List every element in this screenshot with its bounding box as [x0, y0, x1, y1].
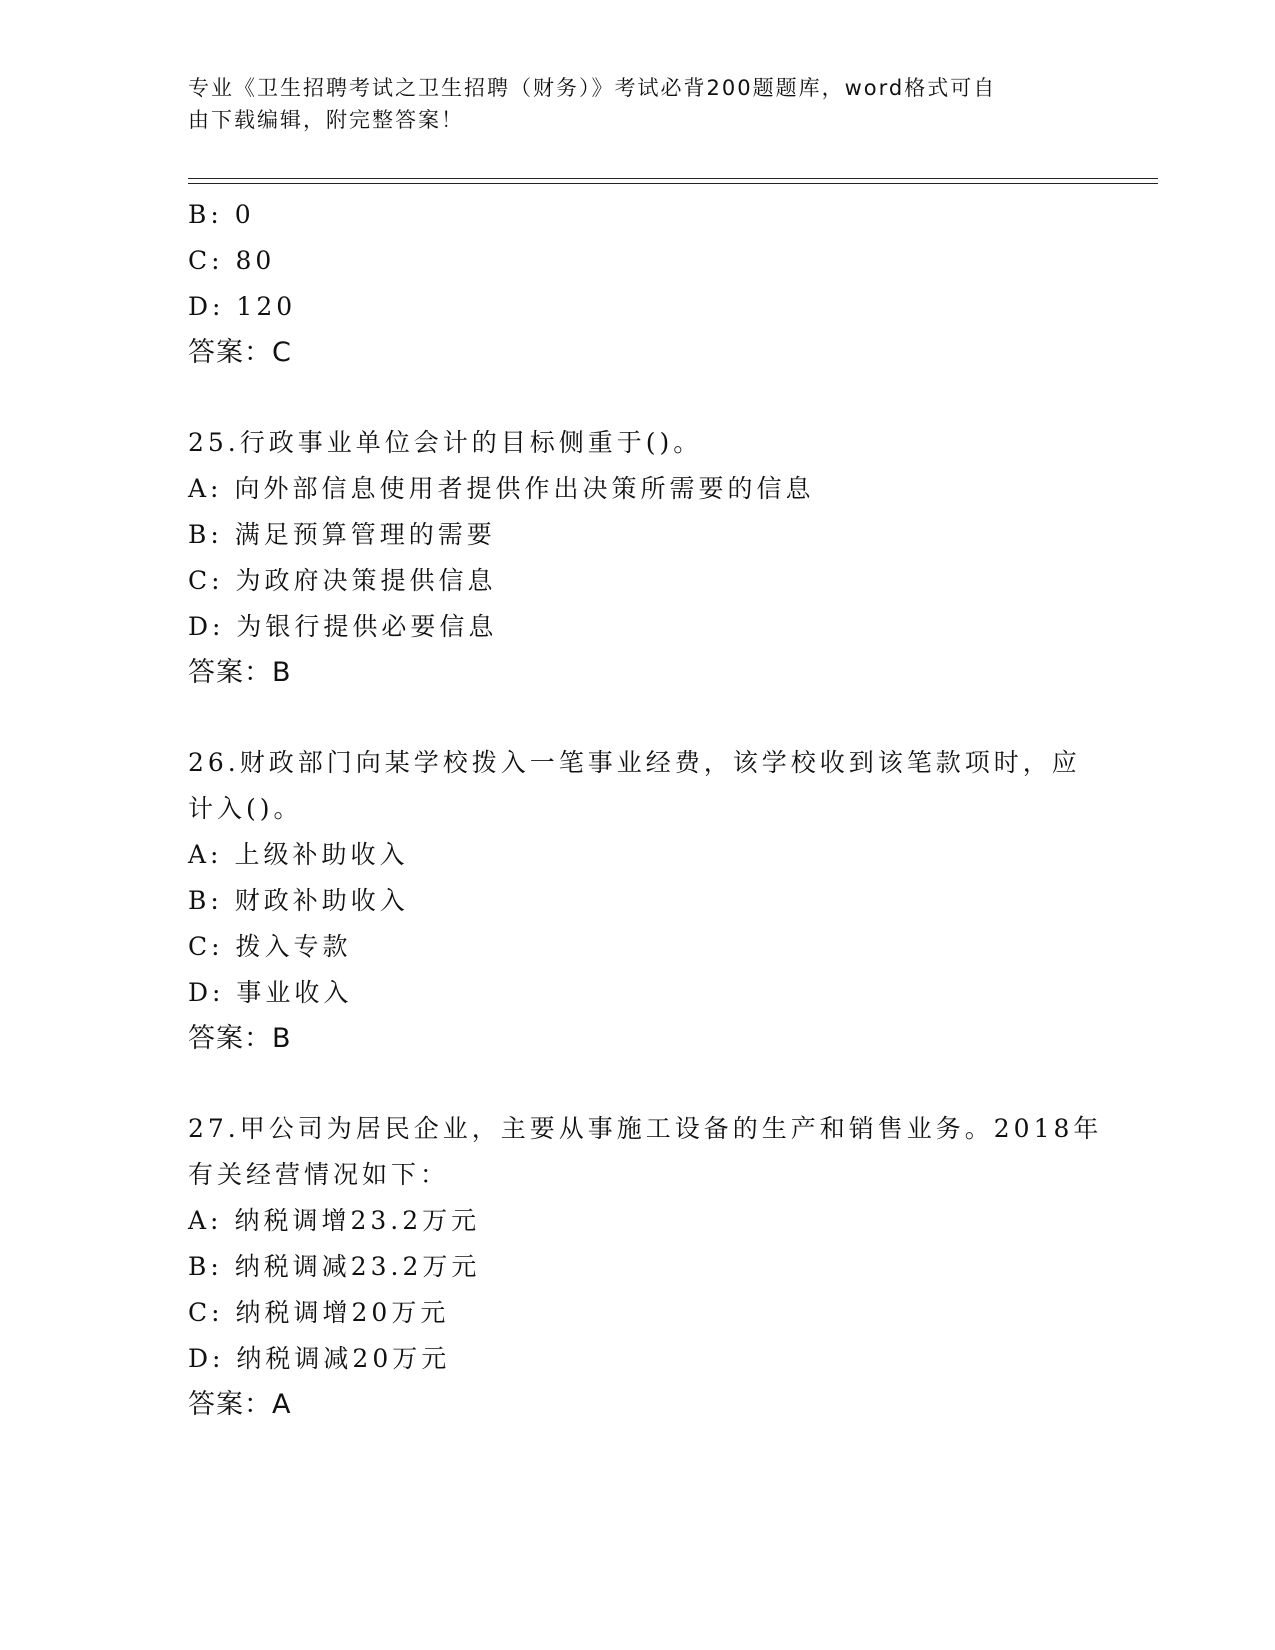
option-c	[188, 1290, 1088, 1336]
answer-line: 答案：B	[188, 657, 292, 688]
question-stem-line-1: 27.甲公司为居民企业，主要从事施工设备的生产和销售业务。2018年	[188, 1114, 1103, 1143]
option-label: D:	[188, 1344, 225, 1373]
option-text: 120	[236, 292, 297, 321]
question-stem-line-2: 有关经营情况如下：	[188, 1160, 450, 1189]
option-text: 拨入专款	[235, 932, 352, 961]
option-label: B:	[188, 520, 223, 549]
option-text: 向外部信息使用者提供作出决策所需要的信息	[234, 474, 815, 503]
option-c	[188, 924, 1088, 970]
option-text: 为银行提供必要信息	[236, 612, 498, 641]
question-27	[188, 1106, 1103, 1428]
option-list	[188, 466, 1088, 650]
option-text: 为政府决策提供信息	[235, 566, 497, 595]
answer-line: 答案：A	[188, 1389, 292, 1420]
option-text: 财政补助收入	[234, 886, 409, 915]
option-text: 0	[234, 200, 255, 229]
option-list	[188, 1198, 1088, 1382]
header-line-2: 由下载编辑，附完整答案！	[188, 108, 464, 132]
option-c	[188, 238, 1088, 284]
question-25	[188, 420, 1088, 696]
option-b	[188, 1244, 1088, 1290]
question-stem-line-1: 26.财政部门向某学校拨入一笔事业经费，该学校收到该笔款项时，应	[188, 748, 1081, 777]
option-text: 80	[235, 246, 276, 275]
option-list	[188, 192, 1088, 330]
option-a	[188, 466, 1088, 512]
option-b	[188, 878, 1088, 924]
option-list	[188, 832, 1088, 1016]
option-text: 纳税调增23.2万元	[234, 1206, 481, 1235]
option-text: 事业收入	[236, 978, 353, 1007]
option-label: B:	[188, 886, 223, 915]
option-d	[188, 1336, 1088, 1382]
question-stem: 25.行政事业单位会计的目标侧重于()。	[188, 428, 703, 457]
option-label: D:	[188, 292, 225, 321]
option-text: 纳税调增20万元	[235, 1298, 450, 1327]
option-label: C:	[188, 1298, 224, 1327]
question-content	[188, 192, 1103, 1428]
option-label: D:	[188, 978, 225, 1007]
header-rule-bottom	[188, 183, 1158, 184]
option-a	[188, 1198, 1088, 1244]
question-partial	[188, 192, 1088, 376]
question-26	[188, 740, 1088, 1062]
option-d	[188, 284, 1088, 330]
option-d	[188, 970, 1088, 1016]
option-label: A:	[188, 474, 223, 503]
option-b	[188, 512, 1088, 558]
answer-line: 答案：B	[188, 1023, 292, 1054]
option-text: 满足预算管理的需要	[234, 520, 496, 549]
header-line-1: 专业《卫生招聘考试之卫生招聘（财务）》考试必背200题题库，word格式可自	[188, 76, 997, 100]
option-label: A:	[188, 840, 223, 869]
option-label: C:	[188, 246, 224, 275]
option-label: B:	[188, 1252, 223, 1281]
option-label: C:	[188, 932, 224, 961]
header-rule-top	[188, 178, 1158, 179]
document-header	[188, 72, 1088, 136]
option-label: A:	[188, 1206, 223, 1235]
option-text: 纳税调减23.2万元	[234, 1252, 481, 1281]
option-label: D:	[188, 612, 225, 641]
question-stem-line-2: 计入()。	[188, 794, 303, 823]
option-text: 上级补助收入	[234, 840, 409, 869]
option-b	[188, 192, 1088, 238]
option-label: B:	[188, 200, 223, 229]
option-d	[188, 604, 1088, 650]
option-c	[188, 558, 1088, 604]
answer-line: 答案：C	[188, 337, 292, 368]
option-label: C:	[188, 566, 224, 595]
option-a	[188, 832, 1088, 878]
option-text: 纳税调减20万元	[236, 1344, 451, 1373]
